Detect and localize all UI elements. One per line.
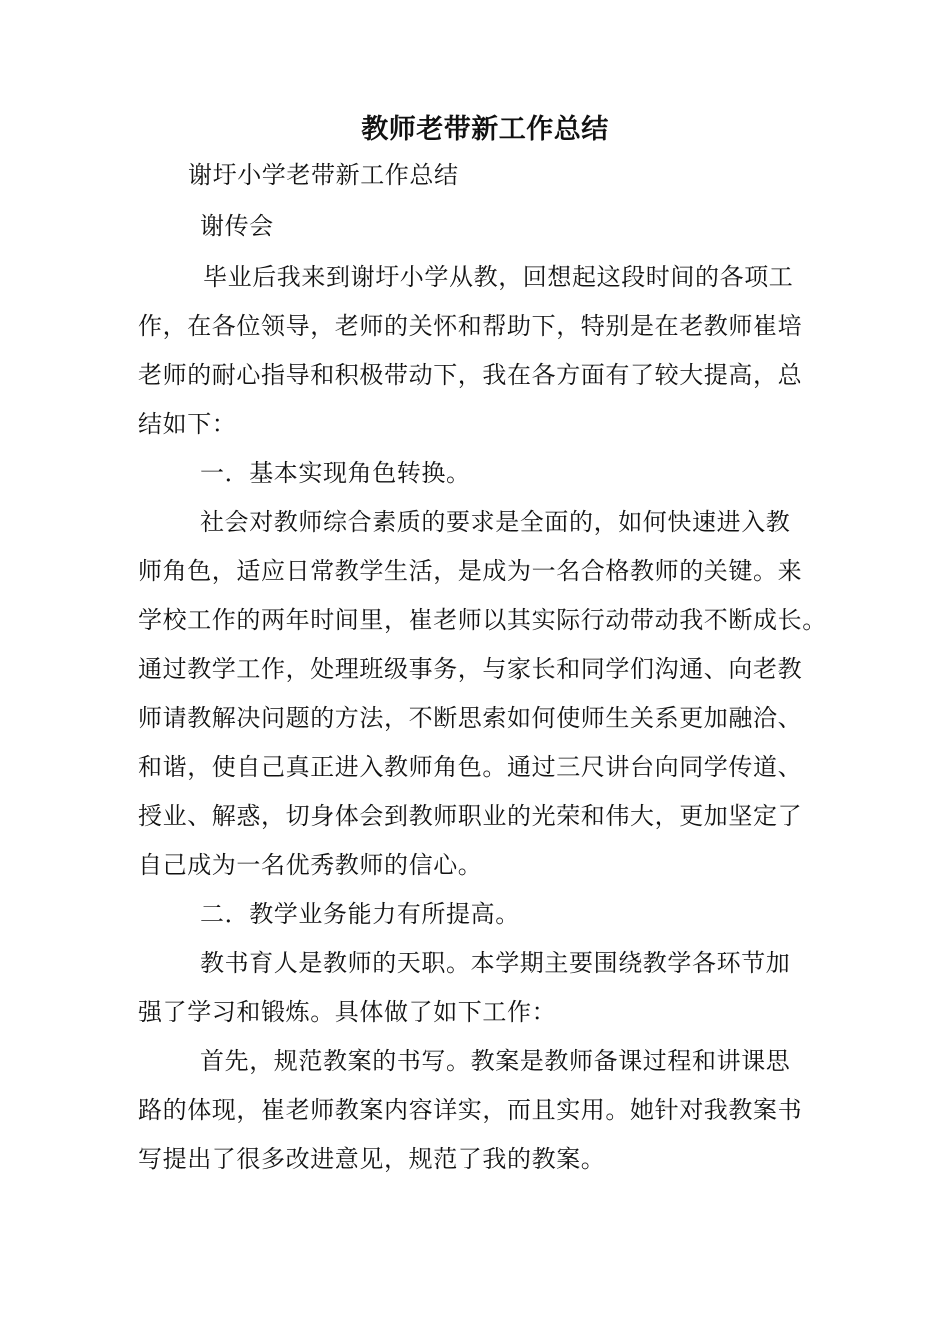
- paragraph-line: 路的体现，崔老师教案内容详实，而且实用。她针对我教案书: [138, 1096, 803, 1124]
- paragraph-line: 学校工作的两年时间里，崔老师以其实际行动带动我不断成长。: [138, 606, 827, 634]
- paragraph-line: 结如下：: [138, 410, 237, 438]
- paragraph-line: 师请教解决问题的方法，不断思索如何使师生关系更加融洽、: [138, 704, 803, 732]
- paragraph-line: 作，在各位领导，老师的关怀和帮助下，特别是在老教师崔培: [138, 312, 803, 340]
- document-author: 谢传会: [200, 212, 274, 240]
- paragraph-line: 老师的耐心指导和积极带动下，我在各方面有了较大提高，总: [138, 361, 803, 389]
- paragraph-line: 写提出了很多改进意见，规范了我的教案。: [138, 1145, 606, 1173]
- section-heading: 一．基本实现角色转换。: [200, 459, 471, 487]
- paragraph-line: 毕业后我来到谢圩小学从教，回想起这段时间的各项工: [203, 263, 794, 291]
- document-subtitle: 谢圩小学老带新工作总结: [188, 161, 459, 189]
- document-title: 教师老带新工作总结: [361, 114, 609, 145]
- paragraph-line: 教书育人是教师的天职。本学期主要围绕教学各环节加: [200, 949, 791, 977]
- paragraph-line: 师角色，适应日常教学生活，是成为一名合格教师的关键。来: [138, 557, 803, 585]
- paragraph-line: 通过教学工作，处理班级事务，与家长和同学们沟通、向老教: [138, 655, 803, 683]
- section-heading: 二．教学业务能力有所提高。: [200, 900, 520, 928]
- paragraph-line: 和谐，使自己真正进入教师角色。通过三尺讲台向同学传道、: [138, 753, 803, 781]
- paragraph-line: 自己成为一名优秀教师的信心。: [138, 851, 483, 879]
- paragraph-line: 授业、解惑，切身体会到教师职业的光荣和伟大，更加坚定了: [138, 802, 803, 830]
- paragraph-line: 首先，规范教案的书写。教案是教师备课过程和讲课思: [200, 1047, 791, 1075]
- paragraph-line: 社会对教师综合素质的要求是全面的，如何快速进入教: [200, 508, 791, 536]
- paragraph-line: 强了学习和锻炼。具体做了如下工作：: [138, 998, 557, 1026]
